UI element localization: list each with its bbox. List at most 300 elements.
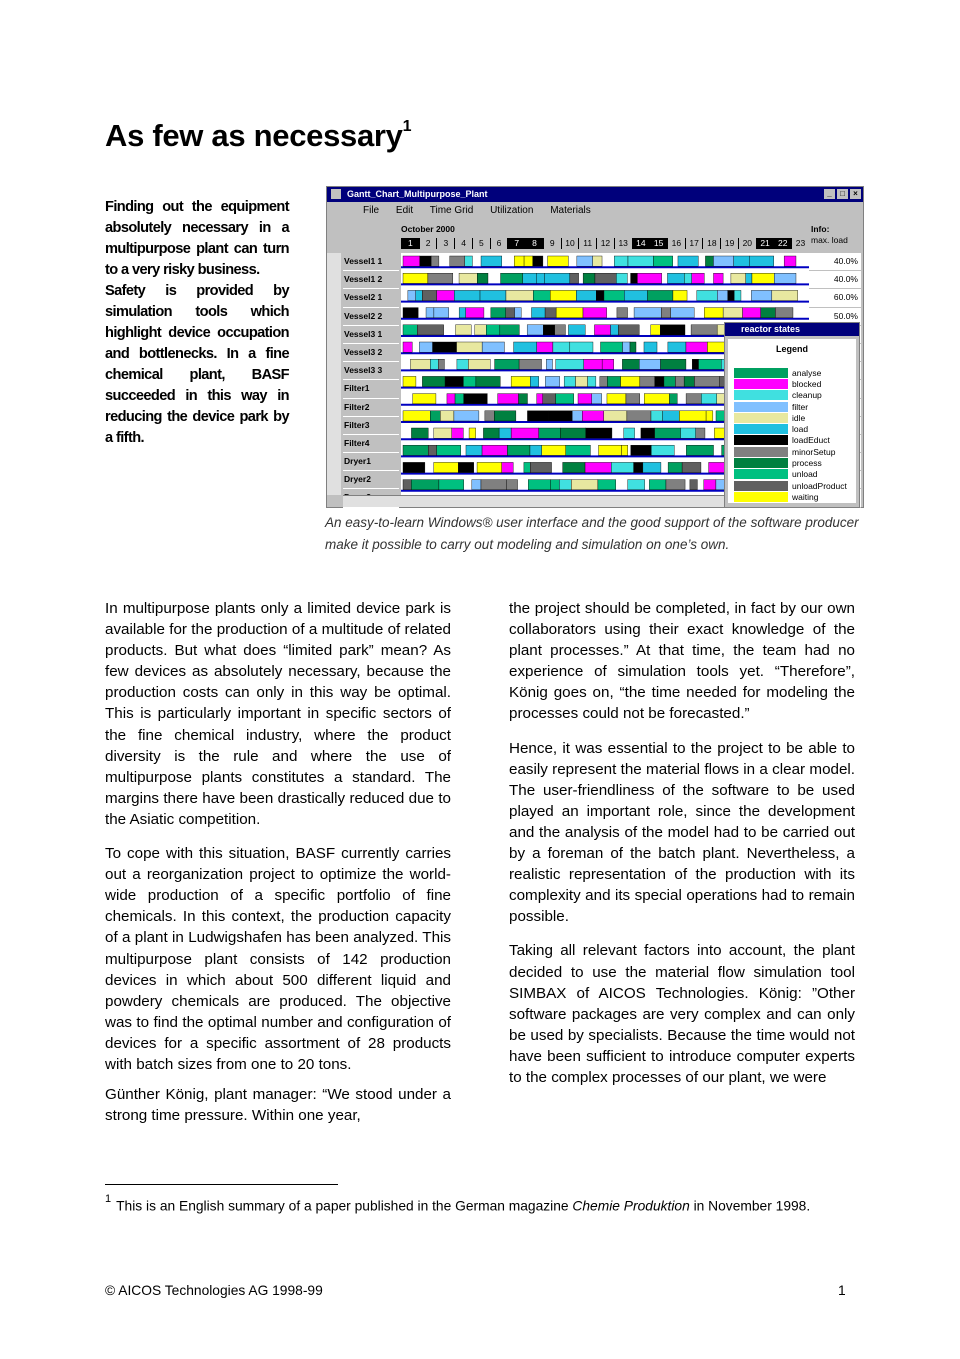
gantt-block: [661, 359, 686, 369]
gantt-block: [483, 428, 499, 438]
legend-item: waiting: [734, 491, 847, 502]
gantt-block: [539, 428, 561, 438]
gantt-block: [417, 325, 443, 335]
gantt-block: [752, 273, 774, 283]
gantt-block: [682, 462, 701, 472]
gantt-block: [634, 308, 661, 318]
gantt-block: [411, 428, 428, 438]
gantt-block: [430, 359, 438, 369]
gantt-block: [667, 273, 684, 283]
resource-label: Vessel1 1: [343, 253, 399, 271]
body-column-left: [105, 598, 451, 1139]
gantt-block: [611, 325, 619, 335]
day-cell: 2: [419, 238, 437, 249]
gantt-block: [668, 462, 682, 472]
legend-titlebar: reactor states: [725, 323, 859, 336]
gantt-block: [678, 256, 698, 266]
gantt-block: [419, 342, 432, 352]
day-cell: 8: [525, 238, 543, 249]
gantt-block: [481, 256, 502, 266]
gantt-block: [403, 325, 417, 335]
gantt-block: [631, 273, 638, 283]
gantt-block: [563, 462, 585, 472]
vertical-scrollbar: [327, 253, 341, 495]
gantt-block: [626, 394, 640, 404]
gantt-block: [426, 308, 434, 318]
gantt-block: [728, 290, 734, 300]
resource-label: Filter3: [343, 417, 399, 435]
gantt-block: [545, 273, 570, 283]
legend-swatch: [734, 424, 788, 434]
gantt-block: [601, 342, 623, 352]
figure-caption: An easy-to-learn Windows® user interface and the good support of the software producer make it possible to carry out modeling and simulation on one’s own.: [325, 515, 859, 552]
gantt-block: [403, 342, 412, 352]
gantt-block: [475, 325, 486, 335]
gantt-block: [746, 273, 752, 283]
gantt-block: [731, 273, 746, 283]
gantt-block: [532, 308, 546, 318]
gantt-block: [704, 480, 716, 490]
gantt-block: [511, 376, 530, 386]
resource-label: Vessel3 1: [343, 326, 399, 344]
legend-swatch: [734, 447, 788, 457]
legend-swatch: [734, 402, 788, 412]
menu-edit: Edit: [395, 205, 414, 216]
gantt-block: [450, 256, 465, 266]
gantt-block: [614, 256, 628, 266]
gantt-block: [604, 411, 627, 421]
resource-label: Vessel3 2: [343, 344, 399, 362]
body-paragraph: Günther König, plant manager: “We stood under a strong time pressure. Within one year,: [105, 1086, 451, 1125]
body-paragraph: Hence, it was essential to the project to be able to easily represent the material flows in a clear model. The user-friendliness of the software to be used played an important role, since the development and the analysis of the model had to be carried out by a foreman of the batch plant. Nevertheless, a realistic representation of the production with its complexity and its special operations had to remain possible.: [509, 739, 855, 926]
gantt-block: [550, 290, 576, 300]
gantt-block: [560, 428, 585, 438]
gantt-block: [431, 256, 439, 266]
legend-item: blocked: [734, 378, 847, 389]
gantt-block: [583, 308, 607, 318]
gantt-block: [593, 256, 602, 266]
legend-item: analyse: [734, 367, 847, 378]
legend-item: cleanup: [734, 390, 847, 401]
day-cell: 15: [649, 238, 667, 249]
gantt-block: [577, 256, 593, 266]
gantt-block: [530, 376, 539, 386]
gantt-block: [639, 359, 660, 369]
intro-paragraph: Finding out the equipment absolutely necessary in a multipurpose plant can turn to a very risky business.: [105, 199, 289, 278]
resource-label: Dryer1: [343, 453, 399, 471]
gantt-block: [681, 428, 696, 438]
gantt-block: [649, 480, 666, 490]
gantt-block: [480, 290, 506, 300]
gantt-block: [655, 428, 681, 438]
gantt-block: [506, 308, 515, 318]
gantt-block: [403, 462, 425, 472]
gantt-block: [434, 428, 452, 438]
gantt-block: [416, 290, 423, 300]
gantt-block: [576, 376, 588, 386]
gantt-block: [428, 445, 436, 455]
gantt-block: [611, 462, 633, 472]
gantt-block: [749, 256, 773, 266]
gantt-block: [465, 256, 473, 266]
gantt-block: [622, 359, 639, 369]
gantt-block: [445, 376, 463, 386]
page-title: As few as necessary$^1$: [105, 117, 412, 153]
day-cell: 14: [632, 238, 650, 249]
minimize-icon: _: [824, 189, 835, 199]
footnote-mark: 1: [402, 117, 412, 135]
gantt-block: [482, 342, 504, 352]
gantt-block: [664, 376, 675, 386]
gantt-block: [628, 256, 653, 266]
gantt-block: [464, 394, 488, 404]
gantt-block: [530, 445, 542, 455]
gantt-block: [495, 359, 520, 369]
gantt-block: [572, 411, 582, 421]
gantt-block: [666, 480, 685, 490]
gantt-block: [524, 462, 530, 472]
gantt-block: [660, 325, 685, 335]
resource-label: Vessel3 3: [343, 362, 399, 380]
gantt-block: [564, 376, 575, 386]
gantt-block: [761, 308, 776, 318]
day-cell: 21: [756, 238, 774, 249]
gantt-block: [675, 376, 684, 386]
gantt-block: [437, 445, 461, 455]
gantt-block: [705, 256, 713, 266]
gantt-block: [499, 428, 511, 438]
gantt-block: [466, 445, 482, 455]
gantt-block: [600, 376, 608, 386]
gantt-block: [506, 290, 533, 300]
gantt-block: [537, 394, 543, 404]
day-cell: 12: [596, 238, 614, 249]
gantt-block: [439, 480, 464, 490]
gantt-block: [434, 462, 459, 472]
gantt-block: [640, 376, 655, 386]
gantt-block: [457, 342, 483, 352]
gantt-block: [774, 273, 796, 283]
gantt-block: [491, 308, 506, 318]
gantt-block: [411, 480, 439, 490]
gantt-block: [477, 273, 488, 283]
gantt-block: [403, 480, 411, 490]
day-cell: 5: [472, 238, 490, 249]
gantt-block: [627, 411, 651, 421]
gantt-block: [459, 273, 477, 283]
resource-label: Vessel2 2: [343, 308, 399, 326]
gantt-block: [440, 411, 454, 421]
gantt-block: [616, 273, 627, 283]
resource-label: Filter4: [343, 435, 399, 453]
gantt-block: [428, 273, 453, 283]
gantt-block: [713, 273, 723, 283]
day-cell: 17: [685, 238, 703, 249]
gantt-block: [511, 428, 539, 438]
close-icon: ×: [850, 189, 861, 199]
menu-bar: [327, 202, 863, 219]
gantt-block: [596, 290, 604, 300]
legend-item: process: [734, 457, 847, 468]
legend-swatch: [734, 379, 788, 389]
month-label: October 2000: [401, 224, 455, 234]
gantt-block: [543, 394, 556, 404]
day-cell: 4: [454, 238, 472, 249]
gantt-block: [555, 325, 566, 335]
gantt-block: [500, 325, 520, 335]
gantt-block: [553, 342, 570, 352]
footnote-rule: [105, 1184, 338, 1185]
gantt-block: [679, 411, 706, 421]
gantt-block: [476, 376, 500, 386]
page-number: 1: [838, 1283, 846, 1298]
intro-paragraph: Safety is provided by simulation tools which highlight device occupation and bottlenecks. In a fine chemical plant, BASF succeeded in this way in reducing the device park by a fifth.: [105, 283, 289, 446]
gantt-block: [533, 290, 550, 300]
gantt-block: [671, 308, 694, 318]
legend-body: [728, 339, 856, 503]
gantt-block: [582, 411, 603, 421]
copyright: © AICOS Technologies AG 1998-99: [105, 1283, 323, 1298]
gantt-block: [537, 273, 545, 283]
gantt-block: [543, 325, 554, 335]
legend-item: load: [734, 423, 847, 434]
gantt-block: [634, 462, 643, 472]
gantt-block: [648, 290, 673, 300]
gantt-block: [422, 290, 436, 300]
gantt-block: [598, 480, 616, 490]
intro-box: [105, 197, 289, 449]
gantt-block: [624, 290, 647, 300]
gantt-block: [571, 480, 598, 490]
gantt-block: [514, 342, 537, 352]
gantt-block: [644, 342, 657, 352]
gantt-block: [437, 290, 455, 300]
gantt-block: [519, 394, 528, 404]
legend-item: idle: [734, 412, 847, 423]
load-value: 40.0%: [809, 271, 861, 289]
load-value: 60.0%: [809, 289, 861, 307]
gantt-block: [433, 342, 457, 352]
gantt-block: [586, 428, 612, 438]
gantt-block: [485, 411, 494, 421]
gantt-block: [459, 308, 466, 318]
gantt-block: [524, 256, 533, 266]
gantt-block: [556, 359, 584, 369]
day-cell: 11: [578, 238, 596, 249]
info-header: Info: max. load: [811, 224, 848, 245]
gantt-block: [550, 480, 559, 490]
gantt-block: [457, 359, 468, 369]
day-cell: 13: [614, 238, 632, 249]
resource-label: Dryer2: [343, 471, 399, 489]
gantt-block: [559, 480, 571, 490]
gantt-block: [661, 308, 671, 318]
day-cell: 6: [490, 238, 508, 249]
body-paragraph: Taking all relevant factors into account, the plant decided to use the material flow simulation tool SIMBAX of AICOS Technologies. König: ”Other software packages are very complex and can only be used by specialists. Because the time would not have been sufficient to introduce computer experts to the complex processes of our plant, we were: [509, 942, 855, 1086]
gantt-block: [583, 273, 595, 283]
gantt-block: [422, 376, 445, 386]
gantt-block: [588, 376, 596, 386]
gantt-block: [403, 445, 428, 455]
legend-swatch: [734, 435, 788, 445]
day-header: [401, 238, 809, 249]
menu-utilization: Utilization: [490, 205, 534, 216]
gantt-block: [686, 394, 701, 404]
resource-labels: [343, 253, 399, 508]
resource-label: Filter2: [343, 399, 399, 417]
gantt-block: [549, 411, 573, 421]
gantt-block: [668, 342, 686, 352]
gantt-block: [684, 376, 694, 386]
menu-materials: Materials: [550, 205, 591, 216]
gantt-block: [673, 290, 687, 300]
gantt-block: [663, 411, 680, 421]
gantt-block: [607, 394, 626, 404]
gantt-block: [502, 462, 513, 472]
legend-window: [724, 322, 860, 508]
footnote: $^1$ This is an English summary of a paper published in the German magazine Chemie Produktion in November 1998.: [105, 1193, 811, 1214]
gantt-block: [533, 256, 543, 266]
day-cell: 22: [773, 238, 791, 249]
gantt-block: [692, 273, 705, 283]
legend-item: loadEduct: [734, 435, 847, 446]
gantt-block: [528, 480, 550, 490]
legend-swatch: [734, 481, 788, 491]
gantt-block: [403, 273, 428, 283]
day-cell: 1: [401, 238, 419, 249]
gantt-block: [527, 411, 548, 421]
gantt-block: [607, 376, 620, 386]
gantt-block: [410, 359, 430, 369]
gantt-block: [621, 445, 627, 455]
day-cell: 23: [791, 238, 809, 249]
body-paragraph: To cope with this situation, BASF currently carries out a reorganization project to optimize the world-wide production of a specific portfolio of fine chemicals. In this context, the production capacity of a plant in Ludwigshafen has been analyzed. This multipurpose plant consists of 142 production devices in which about 500 different liquid and powdery chemicals are produced. The objective was to find the optimal number and configuration of devices for a specific assortment of 28 products with batch sizes from one to 20 tons.: [105, 845, 451, 1073]
gantt-block: [595, 273, 616, 283]
gantt-block: [717, 290, 727, 300]
legend-item: filter: [734, 401, 847, 412]
gantt-block: [501, 273, 523, 283]
gantt-block: [545, 376, 559, 386]
gantt-block: [734, 256, 750, 266]
gantt-block: [631, 445, 651, 455]
gantt-block: [623, 342, 630, 352]
legend-title: Legend: [775, 344, 808, 354]
gantt-block: [469, 428, 476, 438]
gantt-block: [568, 325, 585, 335]
gantt-block: [455, 394, 464, 404]
gantt-block: [686, 445, 713, 455]
gantt-block: [452, 428, 464, 438]
gantt-block: [585, 462, 611, 472]
gantt-block: [420, 256, 431, 266]
gantt-block: [519, 359, 541, 369]
gantt-block: [618, 325, 639, 335]
gantt-block: [699, 359, 722, 369]
menu-time-grid: Time Grid: [429, 205, 474, 216]
gantt-block: [506, 480, 517, 490]
gantt-block: [482, 445, 507, 455]
gantt-block: [706, 411, 713, 421]
body-paragraph: the project should be completed, in fact by our own collaborators using their exact knowledge of the plant processes.” At that time, the team had no experience of simulation tools yet. “Therefore”, König goes on, “the time needed for modeling the processes could not be forecasted.”: [509, 600, 855, 723]
gantt-block: [630, 342, 636, 352]
gantt-block: [430, 411, 440, 421]
gantt-block: [578, 394, 592, 404]
gantt-block: [628, 480, 645, 490]
gantt-block: [643, 462, 661, 472]
gantt-block: [438, 359, 444, 369]
gantt-block: [592, 394, 602, 404]
day-cell: 9: [543, 238, 561, 249]
gantt-block: [692, 359, 698, 369]
gantt-block: [594, 325, 610, 335]
gantt-block: [684, 273, 691, 283]
day-cell: 20: [738, 238, 756, 249]
gantt-block: [775, 308, 793, 318]
gantt-block: [691, 325, 717, 335]
gantt-block: [751, 290, 771, 300]
resource-label: Filter1: [343, 380, 399, 398]
gantt-block: [570, 273, 579, 283]
load-value: 50.0%: [809, 308, 861, 326]
gantt-block: [523, 273, 537, 283]
gantt-block: [498, 394, 519, 404]
gantt-block: [653, 256, 672, 266]
legend-swatch: [734, 368, 788, 378]
gantt-block: [466, 308, 484, 318]
legend-swatch: [734, 492, 788, 502]
gantt-block: [515, 308, 522, 318]
gantt-block: [463, 376, 475, 386]
gantt-block: [570, 342, 593, 352]
gantt-block: [713, 256, 733, 266]
legend-item: unload: [734, 469, 847, 480]
gantt-block: [403, 308, 418, 318]
gantt-block: [602, 359, 614, 369]
gantt-block: [514, 256, 524, 266]
gantt-block: [655, 376, 664, 386]
gantt-block: [621, 376, 640, 386]
gantt-block: [477, 462, 502, 472]
gantt-block: [548, 256, 569, 266]
gantt-block: [403, 256, 420, 266]
gantt-block: [408, 290, 416, 300]
gantt-block: [456, 325, 472, 335]
gantt-block: [542, 445, 566, 455]
gantt-block: [651, 325, 661, 335]
gantt-block: [486, 325, 500, 335]
gantt-block: [434, 308, 449, 318]
legend-swatch: [734, 390, 788, 400]
gantt-block: [481, 480, 506, 490]
gantt-block: [494, 411, 516, 421]
gantt-block: [690, 480, 697, 490]
gantt-block: [447, 394, 455, 404]
gantt-block: [651, 445, 674, 455]
legend-swatch: [734, 458, 788, 468]
gantt-block: [784, 256, 796, 266]
gantt-block: [584, 359, 602, 369]
day-cell: 19: [720, 238, 738, 249]
day-cell: 3: [436, 238, 454, 249]
gantt-block: [403, 376, 416, 386]
gantt-block: [458, 462, 473, 472]
load-value: 40.0%: [809, 253, 861, 271]
gantt-block: [537, 342, 553, 352]
maximize-icon: □: [837, 189, 848, 199]
gantt-block: [651, 411, 663, 421]
app-icon: [331, 189, 341, 199]
gantt-block: [599, 445, 622, 455]
